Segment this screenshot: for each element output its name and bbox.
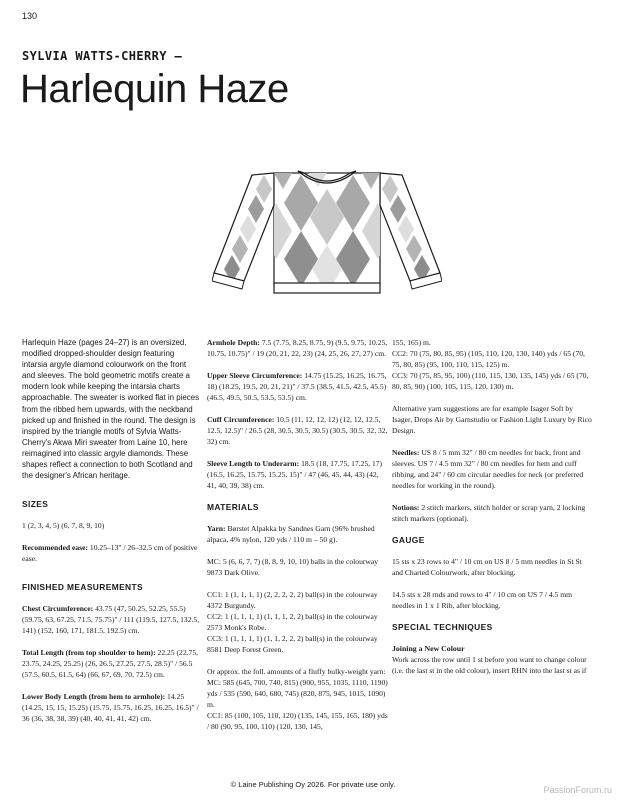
yarn	[207, 523, 390, 545]
finished-measurements-heading: FINISHED MEASUREMENTS	[22, 582, 144, 593]
chest-circumference	[22, 603, 200, 636]
page-number: 130	[22, 11, 38, 21]
cc3-balls: CC3: 1 (1, 1, 1, 1) (1, 1, 2, 2, 2) ball(s) in the colourway 8581 Deep Forest Green.	[207, 634, 378, 654]
upper-sleeve-circumference	[207, 370, 390, 403]
upper-label: Upper Sleeve Circumference:	[207, 371, 303, 380]
footer-copyright: © Laine Publishing Oy 2026. For private use only.	[230, 780, 396, 789]
alt-yarns: Alternative yarn suggestions are for example Isager Soft by Isager, Drops Air by Garnstudio or Fashion Light Luxury by Rico Design.	[392, 404, 592, 435]
sleeve-value: 18.5 (18, 17.75, 17.25, 17) (16.5, 16.25, 15.75, 15.25, 15)" / 47 (46, 45, 44, 43) (42, 41, 40, 39, 38) cm.	[207, 459, 383, 490]
cc2-balls: CC2: 1 (1, 1, 1, 1) (1, 1, 1, 2, 2) ball(s) in the colourway 2573 Monk's Robe.	[207, 612, 378, 632]
lower-label: Lower Body Length (from hem to armhole):	[22, 692, 166, 702]
ease-label: Recommended ease:	[22, 543, 89, 553]
gauge-rib: 14.5 sts x 28 rnds and rows to 4" / 10 cm on US 7 / 4.5 mm needles in 1 x 1 Rib, after blocking.	[392, 590, 573, 610]
notions-label: Notions:	[392, 503, 420, 512]
chest-label: Chest Circumference:	[22, 604, 94, 614]
yarn-value: Børstet Alpakka by Sandnes Garn (96% brushed alpaca, 4% nylon, 120 yds / 110 m – 50 g).	[207, 524, 375, 544]
joining-colour-heading: Joining a New Colour	[392, 644, 465, 653]
cc1-amount: CC1: 85 (100, 105, 110, 120) (135, 145, 155, 165, 180) yds / 80 (90, 95, 100, 110) (120, 130, 145,	[207, 711, 388, 731]
special-techniques-heading: SPECIAL TECHNIQUES	[392, 622, 493, 632]
gauge-st-st: 15 sts x 23 rows to 4" / 10 cm on US 8 / 5 mm needles in St St and Charted Colourwork, after blocking.	[392, 557, 582, 577]
notions	[392, 502, 592, 524]
cc3-amount: CC3: 70 (75, 85, 95, 100) (110, 115, 130, 135, 145) yds / 65 (70, 80, 85, 90) (100, 105, 115, 120, 130) m.	[392, 371, 589, 391]
armhole-label: Armhole Depth:	[207, 338, 260, 347]
length-label: Total Length (from top shoulder to hem):	[22, 648, 156, 658]
lower-value: 14.25 (14.25, 15, 15, 15.25) (15.75, 15.75, 16.25, 16.25, 16.5)" / 36 (36, 38, 38, 39) (40, 40, 41, 41, 42) cm.	[22, 692, 199, 724]
needles	[392, 447, 592, 491]
watermark: PassionForum.ru	[543, 785, 612, 795]
mc-balls: MC: 5 (6, 6, 7, 7) (8, 8, 9, 10, 10) balls in the colourway 9873 Dark Olive.	[207, 557, 379, 577]
alt-amounts-intro: Or approx. the foll. amounts of a fluffy bulky-weight yarn:	[207, 667, 386, 676]
materials-heading: MATERIALS	[207, 502, 259, 512]
needles-label: Needles:	[392, 448, 420, 457]
needles-value: US 8 / 5 mm 32" / 80 cm needles for back, front and sleeves. US 7 / 4.5 mm 32" / 80 cm needles for hem and cuff ribbing, and 24" / 60 cm circular needles for neck (or preferred needles for working in the round).	[392, 448, 584, 490]
sleeve-label: Sleeve Length to Underarm:	[207, 459, 300, 468]
lower-body-length	[22, 691, 200, 724]
cc1-balls: CC1: 1 (1, 1, 1, 1) (2, 2, 2, 2, 2) ball(s) in the colourway 4372 Burgundy.	[207, 590, 378, 610]
length-value: 22.25 (22.75, 23.75, 24.25, 25.25) (26, 26.5, 27.25, 27.5, 28.5)" / 56.5 (57.5, 60.5, 61.5, 64) (66, 67, 69, 70, 72.5) cm.	[22, 648, 199, 680]
sweater-illustration	[212, 155, 442, 297]
ease-value: 10.25–13" / 26–32.5 cm of positive ease.	[22, 543, 198, 564]
sizes-list: 1 (2, 3, 4, 5) (6, 7, 8, 9, 10)	[22, 521, 105, 531]
cuff-value: 10.5 (11, 12, 12, 12) (12, 12, 12.5, 12.5, 12.5)" / 26.5 (28, 30.5, 30.5, 30.5) (30.5, 30.5, 32, 32, 32) cm.	[207, 415, 388, 446]
mc-amount: MC: 585 (645, 700, 740, 815) (900, 955, 1035, 1110, 1190) yds / 535 (590, 640, 680, 745) (820, 875, 945, 1015, 1090) m.	[207, 678, 388, 709]
author-name: SYLVIA WATTS-CHERRY —	[22, 49, 183, 63]
intro-paragraph: Harlequin Haze (pages 24–27) is an oversized, modified dropped-shoulder design featuring intarsia argyle diamond colourwork on the front and sleeves. The bold geometric motifs create a modern look while keeping the intarsia charts approachable. The sweater is worked flat in pieces from the ribbed hem upwards, with the neckband picked up and finished in the round. The design is inspired by the triangle motifs of Sylvia Watts-Cherry's Akwa Miri sweater from Laine 10, here reimagined into classic argyle diamonds. These shapes reflect a connection to both Scotland and the designer's African heritage.	[22, 338, 200, 481]
cc1-amount-cont: 155, 165) m.	[392, 338, 431, 347]
cc2-amount: CC2: 70 (75, 80, 85, 95) (105, 110, 120, 130, 140) yds / 65 (70, 75, 80, 85) (95, 100, 110, 115, 125) m.	[392, 349, 585, 369]
recommended-ease	[22, 542, 200, 564]
cuff-label: Cuff Circumference:	[207, 415, 275, 424]
sleeve-length	[207, 458, 390, 491]
sizes-heading: SIZES	[22, 499, 49, 510]
chest-value: 43.75 (47, 50.25, 52.25, 55.5) (59.75, 63, 67.25, 71.5, 75.75)" / 111 (119.5, 127.5, 132.5, 141) (152, 160, 171, 181.5, 192.5) cm.	[22, 604, 200, 636]
page-title: Harlequin Haze	[20, 67, 289, 111]
armhole-depth	[207, 337, 390, 359]
total-length	[22, 647, 200, 680]
joining-colour-text: Work across the row until 1 st before you want to change colour (i.e. the last st in the old colour), insert RHN into the last st as if	[392, 655, 587, 675]
yarn-label: Yarn:	[207, 524, 226, 533]
cuff-circumference	[207, 414, 390, 447]
notions-value: 2 stitch markers, stitch holder or scrap yarn, 2 locking stitch markers (optional).	[392, 503, 586, 523]
armhole-value: 7.5 (7.75, 8.25, 8.75, 9) (9.5, 9.75, 10.25, 10.75, 10.75)" / 19 (20, 21, 22, 23) (24, 25, 26, 27, 27) cm.	[207, 338, 388, 358]
gauge-heading: GAUGE	[392, 535, 425, 545]
upper-value: 14.75 (15.25, 16.25, 16.75, 18) (18.25, 19.5, 20, 21, 21)" / 37.5 (38.5, 41.5, 42.5, 45.5) (46.5, 49.5, 50.5, 53.5, 53.5) cm.	[207, 371, 387, 402]
